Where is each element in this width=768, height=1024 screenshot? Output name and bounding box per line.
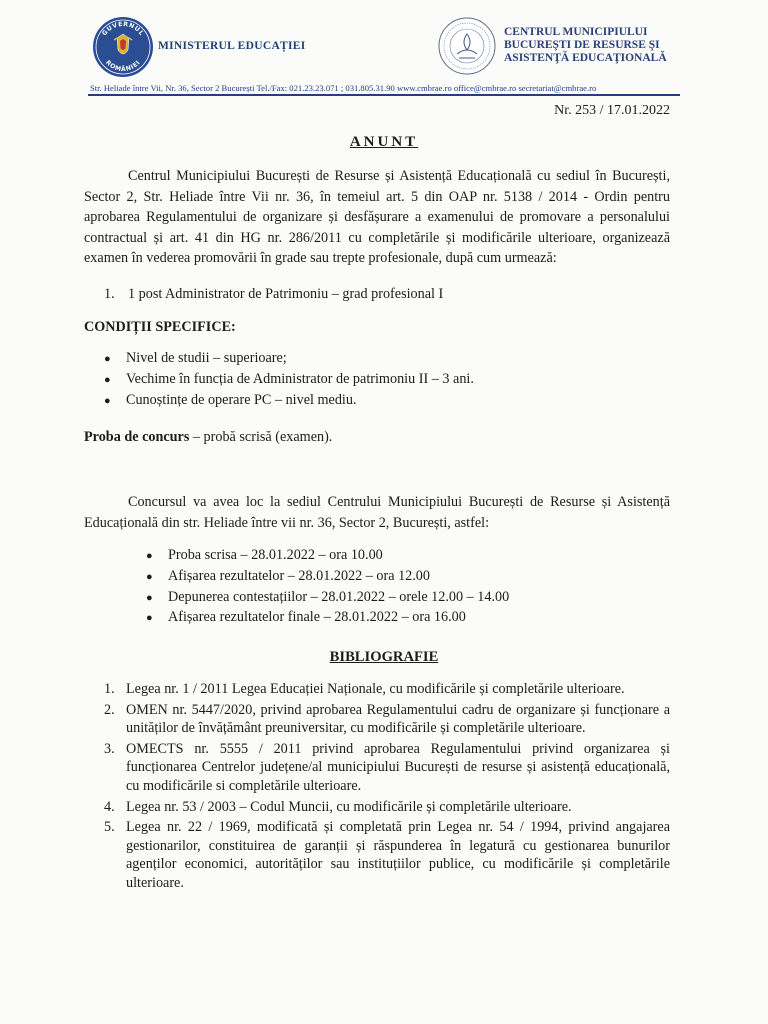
government-seal-logo: [92, 16, 154, 78]
list-item: ● Afișarea rezultatelor – 28.01.2022 – ora 12.00: [146, 567, 509, 588]
page-title: ANUNT: [349, 134, 419, 150]
list-item: ● Cunoștințe de operare PC – nivel mediu.: [104, 391, 474, 412]
bullet-icon: ●: [146, 612, 153, 625]
bibliography-heading: BIBLIOGRAFIE: [329, 649, 439, 665]
svg-text:ROMÂNIEI: ROMÂNIEI: [104, 59, 142, 74]
probe-line: [84, 429, 332, 446]
svg-text:GUVERNUL: GUVERNUL: [100, 20, 146, 38]
ministry-name: MINISTERUL EDUCAȚIEI: [158, 40, 306, 52]
bullet-icon: ●: [104, 373, 111, 386]
institution-name-line-3: ASISTENŢĂ EDUCAŢIONALĂ: [504, 52, 667, 64]
institution-name-line-1: CENTRUL MUNICIPIULUI: [504, 26, 648, 38]
contact-line: Str. Heliade între Vii, Nr. 36, Sector 2 București Tel./Fax: 021.23.23.071 ; 031.805.31.90 www.cmbrae.ro office@cmbrae.ro secretariat@cmbrae.ro: [90, 83, 597, 93]
list-item: 3. OMECTS nr. 5555 / 2011 privind aprobarea Regulamentului privind organizarea și funcționarea Centrelor județene/al municipiului București de resurse și asistență educațională, cu modificările si completările ulterioare.: [104, 740, 670, 794]
schedule-list: [146, 546, 509, 629]
list-item: 4. Legea nr. 53 / 2003 – Codul Muncii, cu modificările și completările ulterioare.: [104, 798, 572, 815]
post-item: [104, 286, 443, 303]
list-item: ● Proba scrisa – 28.01.2022 – ora 10.00: [146, 546, 509, 567]
conditions-heading: CONDIȚII SPECIFICE:: [84, 319, 236, 335]
post-number: 1.: [104, 286, 115, 302]
conditions-list: [104, 349, 474, 411]
institution-name-line-2: BUCUREŞTI DE RESURSE ŞI: [504, 39, 660, 51]
post-text: 1 post Administrator de Patrimoniu – grad profesional I: [128, 286, 444, 302]
header-divider: [88, 94, 680, 96]
bullet-icon: ●: [146, 570, 153, 583]
institution-name: [504, 26, 667, 65]
document-number: Nr. 253 / 17.01.2022: [554, 103, 670, 118]
list-item: 1. Legea nr. 1 / 2011 Legea Educației Naționale, cu modificările și completările ulterioare.: [104, 681, 625, 697]
bullet-icon: ●: [146, 591, 153, 604]
list-item: 2. OMEN nr. 5447/2020, privind aprobarea Regulamentului cadru de organizare și funcționare a unităților de învățământ preuniversitar, cu modificările și completările ulterioare.: [104, 701, 670, 737]
letterhead: [0, 0, 768, 100]
list-item: ● Depunerea contestațiilor – 28.01.2022 – orele 12.00 – 14.00: [146, 588, 509, 609]
intro-paragraph: Centrul Municipiului București de Resurse și Asistență Educațională cu sediul în București, Sector 2, Str. Heliade între Vii nr. 36, în temeiul art. 5 din OAP nr. 5138 / 2014 - Ordin pentru aprobarea Regulamentului de organizare și desfășurare a examenului de promovare a personalului contractual și art. 41 din HG nr. 286/2011 cu completările și modificările ulterioare, organizează examen în vederea promovării în grade sau trepte profesionale, după cum urmează:: [84, 168, 670, 266]
list-item: 5. Legea nr. 22 / 1969, modificată și completată prin Legea nr. 54 / 1994, privind angajarea gestionarilor, constituirea de garanții și răspunderea în legatură cu gestionarea bunurilor agenților economici, autorităților sau instituțiilor publice, cu modificările și completările ulterioare.: [104, 819, 670, 891]
bullet-icon: ●: [104, 353, 111, 365]
cmbrae-logo: [437, 16, 497, 76]
probe-text: – probă scrisă (examen).: [189, 429, 333, 445]
bullet-icon: ●: [146, 550, 153, 562]
probe-label: Proba de concurs: [84, 429, 190, 445]
concurs-paragraph: Concursul va avea loc la sediul Centrului Municipiului București de Resurse și Asistență Educațională din str. Heliade între vii nr. 36, Sector 2, București, astfel:: [84, 494, 670, 531]
list-item: ● Afișarea rezultatelor finale – 28.01.2022 – ora 16.00: [146, 608, 509, 629]
list-item: ● Vechime în funcția de Administrator de patrimoniu II – 3 ani.: [104, 370, 474, 391]
bibliography-list: [104, 680, 670, 895]
bullet-icon: ●: [104, 394, 111, 407]
list-item: ● Nivel de studii – superioare;: [104, 349, 474, 370]
